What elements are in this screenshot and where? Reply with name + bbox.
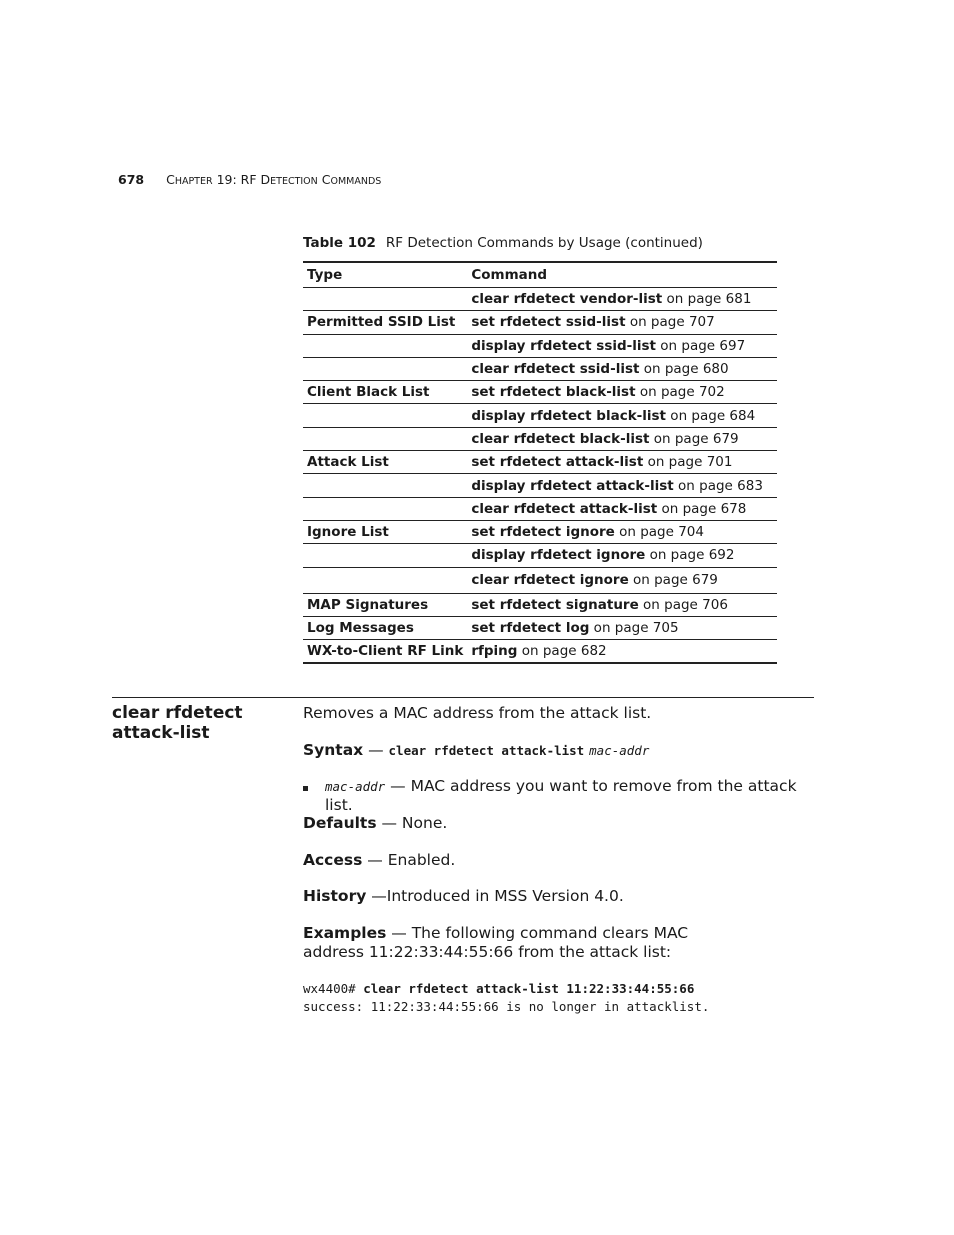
table-cell-command xyxy=(467,616,777,639)
command-name: set rfdetect signature xyxy=(471,596,639,613)
table-row xyxy=(303,593,777,616)
defaults-line: Defaults — None. xyxy=(303,814,448,832)
bullet-marker xyxy=(303,786,308,791)
section-title: clear rfdetect attack-list xyxy=(112,703,243,743)
table-cell-type: Client Black List xyxy=(303,381,467,404)
table-cell-type xyxy=(303,357,467,380)
page-reference: on page 702 xyxy=(635,384,725,401)
table-row xyxy=(303,640,777,664)
page-reference: on page 701 xyxy=(643,454,733,471)
section-divider xyxy=(112,697,814,698)
table-cell-type xyxy=(303,288,467,311)
table-caption-label: Table 102 xyxy=(303,235,376,251)
command-name: display rfdetect black-list xyxy=(471,407,667,424)
chapter-title: CHAPTER 19: RF DETECTION COMMANDS xyxy=(166,172,382,187)
command-name: set rfdetect black-list xyxy=(471,384,636,401)
table-cell-type xyxy=(303,334,467,357)
access-line: Access — Enabled. xyxy=(303,851,456,869)
table-row xyxy=(303,334,777,357)
table-caption-text: RF Detection Commands by Usage (continued) xyxy=(385,235,703,251)
command-name: rfping xyxy=(471,643,518,660)
command-name: clear rfdetect black-list xyxy=(471,430,650,447)
table-row xyxy=(303,288,777,311)
command-name: set rfdetect log xyxy=(471,620,590,636)
table-cell-command xyxy=(467,334,777,357)
page-reference: on page 683 xyxy=(673,477,763,494)
command-name: display rfdetect attack-list xyxy=(471,477,674,494)
code-example-output: success: 11:22:33:44:55:66 is no longer in attacklist. xyxy=(303,999,710,1014)
command-name: set rfdetect attack-list xyxy=(471,454,644,471)
table-row xyxy=(303,474,777,497)
description: Removes a MAC address from the attack list. xyxy=(303,704,652,722)
command-name: display rfdetect ssid-list xyxy=(471,337,656,354)
page-reference: on page 679 xyxy=(628,572,718,589)
table-cell-type xyxy=(303,474,467,497)
page-reference: on page 682 xyxy=(517,643,607,660)
table-row xyxy=(303,616,777,639)
table-cell-type xyxy=(303,497,467,520)
syntax-line: Syntax — clear rfdetect attack-list mac-addr xyxy=(303,741,650,759)
table-row xyxy=(303,427,777,450)
examples-line: Examples — The following command clears MAC address 11:22:33:44:55:66 from the attack list: xyxy=(303,924,689,961)
table-cell-type: Log Messages xyxy=(303,616,467,639)
page-reference: on page 684 xyxy=(666,407,756,424)
table-cell-type: Ignore List xyxy=(303,520,467,543)
command-name: clear rfdetect vendor-list xyxy=(471,291,663,308)
command-name: set rfdetect ssid-list xyxy=(471,314,626,331)
table-row xyxy=(303,520,777,543)
page-reference: on page 679 xyxy=(649,430,739,447)
table-cell-type: Attack List xyxy=(303,451,467,474)
table-cell-command xyxy=(467,311,777,334)
table-cell-command xyxy=(467,381,777,404)
table-row xyxy=(303,567,777,593)
table-row xyxy=(303,311,777,334)
code-example-command: wx4400# clear rfdetect attack-list 11:22:33:44:55:66 xyxy=(303,981,695,996)
table-row xyxy=(303,381,777,404)
command-name: clear rfdetect attack-list xyxy=(471,500,658,517)
table-cell-type xyxy=(303,567,467,593)
table-row xyxy=(303,451,777,474)
command-name: clear rfdetect ssid-list xyxy=(471,361,640,378)
table-cell-command xyxy=(467,288,777,311)
command-name: clear rfdetect ignore xyxy=(471,572,629,589)
column-header-command: Command xyxy=(467,262,777,288)
page-reference: on page 707 xyxy=(625,314,715,331)
page-number: 678 xyxy=(118,172,145,187)
parameter-item: mac-addr — MAC address you want to remove from the attack list. xyxy=(325,777,797,814)
table-cell-command xyxy=(467,474,777,497)
table-cell-type xyxy=(303,544,467,567)
page-reference: on page 697 xyxy=(656,337,746,354)
table-cell-command xyxy=(467,451,777,474)
table-cell-command xyxy=(467,404,777,427)
table-row xyxy=(303,497,777,520)
table-header-row xyxy=(303,262,777,288)
table-cell-command xyxy=(467,567,777,593)
column-header-type: Type xyxy=(303,262,467,288)
page-header xyxy=(118,172,381,187)
table-caption xyxy=(303,235,703,251)
table-cell-type: WX-to-Client RF Link xyxy=(303,640,467,664)
table-cell-command xyxy=(467,593,777,616)
page-reference: on page 692 xyxy=(645,547,735,564)
table-cell-command xyxy=(467,520,777,543)
page-reference: on page 706 xyxy=(638,596,728,613)
table-row xyxy=(303,404,777,427)
page-reference: on page 678 xyxy=(657,500,747,517)
page-reference: on page 705 xyxy=(589,620,679,636)
table-cell-type xyxy=(303,404,467,427)
table-body xyxy=(303,288,777,664)
command-name: display rfdetect ignore xyxy=(471,547,646,564)
table-cell-type xyxy=(303,427,467,450)
page-reference: on page 681 xyxy=(662,291,752,308)
table-cell-command xyxy=(467,357,777,380)
page-reference: on page 704 xyxy=(614,524,704,541)
table-cell-command xyxy=(467,544,777,567)
page-reference: on page 680 xyxy=(639,361,729,378)
table-cell-type: MAP Signatures xyxy=(303,593,467,616)
history-line: History —Introduced in MSS Version 4.0. xyxy=(303,887,624,905)
table-row xyxy=(303,357,777,380)
table-cell-command xyxy=(467,640,777,664)
table-cell-command xyxy=(467,427,777,450)
command-name: set rfdetect ignore xyxy=(471,524,615,541)
commands-table xyxy=(303,261,777,664)
table-row xyxy=(303,544,777,567)
table-cell-command xyxy=(467,497,777,520)
table-cell-type: Permitted SSID List xyxy=(303,311,467,334)
